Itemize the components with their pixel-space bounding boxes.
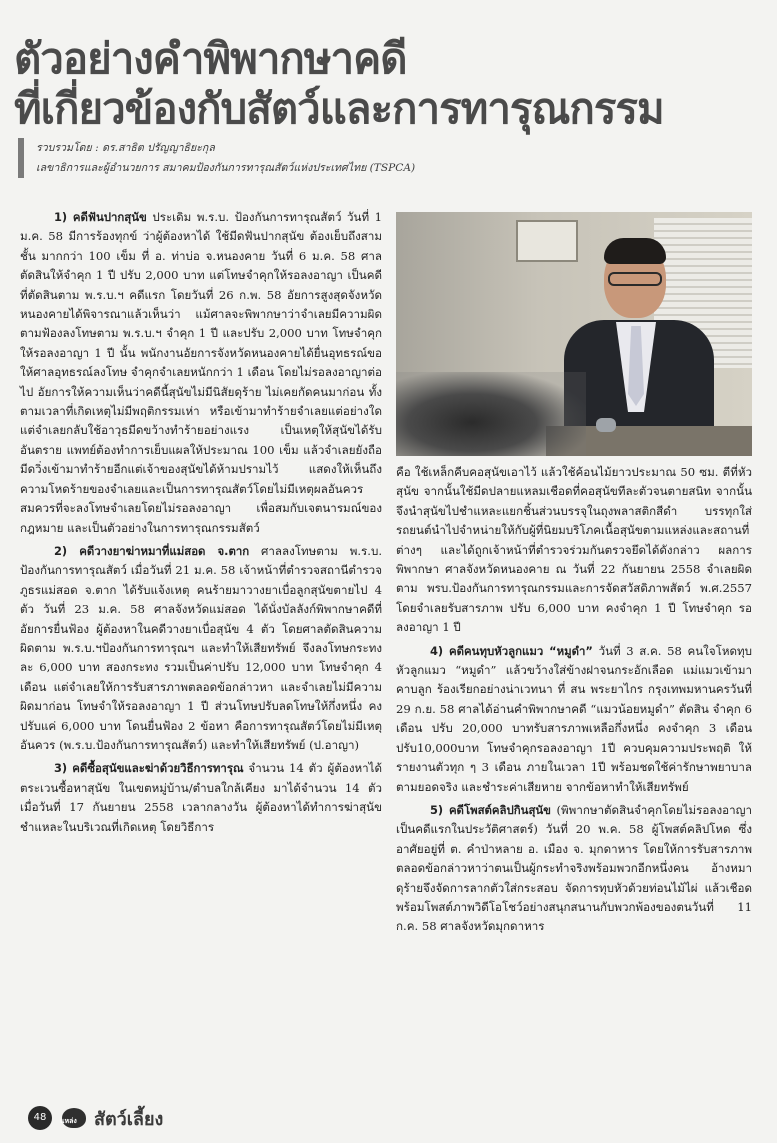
case-2-text: ศาลลงโทษตาม พ.ร.บ. ป้องกันการทารุณสัตว์ เมื่อวันที่ 21 ม.ค. 58 เจ้าหน้าที่ตำรวจสถานีตำรวจภูธรแม่สอด จ.ตาก ได้รับแจ้งเหตุ คนร้ายมาวางยาเบื่อลูกสุนัขตายไป 4 ตัว วันที่ 23 ม.ค. 58 ศาลจังหวัดแม่สอด ได้นั่งบัลลังก์พิพากษาคดีที่อัยการยื่นฟ้อง ผู้ต้องหาในคดีวางยาเบื่อสุนัข 4 ตัว โดยศาลตัดสินความผิดตาม พ.ร.บ.ฯป้องกันการทารุณฯ และทำให้เสียทรัพย์ จึงลงโทษกระทงละ 6,000 บาท สองกระทง รวมเป็นค่าปรับ 12,000 บาท โทษจำคุก 4 เดือน แต่จำเลยให้การรับสารภาพตลอดข้อกล่าวหา และจำเลยไม่มีความผิดมาก่อน โทษจำให้รอลงอาญา 1 ปี ส่วนโทษปรับลดโทษให้กึ่งหนึ่ง คงปรับแค่ 6,000 บาท โดนยื่นฟ้อง 2 ข้อหา คือการทารุณสัตว์โดยไม่มีเหตุอันควร (พ.ร.บ.ป้องกันการทารุณสัตว์) และทำให้เสียทรัพย์ (ป.อาญา) — [20, 543, 383, 752]
case-1-heading: 1) คดีฟันปากสุนัข — [54, 210, 147, 224]
speaker-figure — [564, 242, 714, 456]
case-1-text: ประเดิม พ.ร.บ. ป้องกันการทารุณสัตว์ วันที่ 1 ม.ค. 58 มีการร้องทุกข์ ว่าผู้ต้องหาได้ ใช้มีดฟันปากสุนัข ต้องเย็บถึงสามชั้น มากกว่า 100 เข็ม ที่ อ. ท่าบ่อ จ.หนองคาย วันที่ 6 ม.ค. 58 ศาลตัดสินให้จำคุก 1 ปี ปรับ 2,000 บาท แต่โทษจำคุกให้รอลงอาญา เป็นคดีที่ตัดสินตาม พ.ร.บ.ฯ คดีแรก โดยวันที่ 26 ก.พ. 58 อัยการสูงสุดจังหวัดหนองคายได้พิจารณาแล้วเห็นว่า แม้ศาลจะพิพากษาว่าจำเลยมีความผิดตามฟ้องลงโทษตาม พ.ร.บ.ฯ จำคุก 1 ปี และปรับ 2,000 บาท โทษจำคุกให้รอลงอาญา 1 ปี นั้น พนักงานอัยการจังหวัดหนองคายได้ยื่นอุทธรณ์ขอให้ศาลอุทธรณ์ลงโทษ จำคุกจำเลยหนักกว่า 1 เดือน โดยไม่รอลงอาญาต่อไป อัยการให้ความเห็นว่าคดีนี้สุนัขไม่มีนิสัยดุร้าย ไม่เคยกัดคนมาก่อน ทั้งตามเวลาที่เกิดเหตุไม่มีพฤติกรรมเห่า หรือเข้ามาทำร้ายจำเลยแต่อย่างใด แต่จำเลยกลับใช้อาวุธมีดขว้างทำร้ายอย่างแรง เป็นเหตุให้สุนัขได้รับอันตราย แพทย์ต้องทำการเย็บแผลให้ประมาณ 100 เข็ม แล้วจำเลยยังถือมีดวิ่งเข้ามาทำร้ายอีกแต่เจ้าของสุนัขได้ห้ามปรามไว้ แสดงให้เห็นถึงความโหดร้ายของจำเลยและเป็นการทารุณสัตว์โดยไม่มีเหตุผลอันควร สมควรที่จะลงโทษจำเลยโดยไม่รอลงอาญา เพื่อสมกับเจตนารมณ์ของกฎหมาย และเป็นตัวอย่างในการทารุณกรรมสัตว์ — [20, 210, 383, 535]
glasses-icon — [608, 272, 662, 286]
byline-compiled-by: รวบรวมโดย : ดร.สาธิต ปรัญญาธิยะกุล — [36, 142, 215, 154]
paw-logo-icon — [58, 1102, 92, 1132]
byline — [18, 138, 618, 178]
page-number: 48 — [28, 1106, 52, 1130]
left-column — [20, 208, 382, 841]
case-5-heading: 5) คดีโพสต์คลิปกินสุนัข — [430, 802, 551, 817]
case-4-paragraph — [396, 642, 752, 797]
right-column — [396, 463, 752, 941]
case-3-text: จำนวน 14 ตัว ผู้ต้องหาได้ตระเวนซื้อหาสุนัข ในเขตหมู่บ้าน/ตำบลใกล้เคียง มาได้จำนวน 14 ตัว เมื่อวันที่ 17 กันยายน 2558 เวลากลางวัน ผู้ต้องหาได้ทำการฆ่าสุนัขชำแหละในบริเวณที่เกิดเหตุ โดยวิธีการ — [20, 761, 382, 834]
byline-position: เลขาธิการและผู้อำนวยการ สมาคมป้องกันการทารุณสัตว์แห่งประเทศไทย (TSPCA) — [36, 162, 416, 174]
case-5-paragraph — [396, 801, 752, 937]
case-3-heading: 3) คดีซื้อสุนัขและฆ่าด้วยวิธีการทารุณ — [54, 761, 244, 776]
case-2-paragraph — [20, 542, 382, 755]
press-conference-photo — [396, 212, 752, 456]
case-5-text: (พิพากษาตัดสินจำคุกโดยไม่รอลงอาญา เป็นคดีแรกในประวัติศาสตร์) วันที่ 20 พ.ค. 58 ผู้โพสต์คลิปโหด ซึ่งอาศัยอยู่ที่ ต. คำป่าหลาย อ. เมือง จ. มุกดาหาร โดยให้การรับสารภาพตลอดข้อกล่าวหาว่าตนเป็นผู้กระทำจริงพร้อมพวกอีกหนึ่งคน อ้างหมาดุร้ายจึงจัดการลากตัวใส่กระสอบ จัดการทุบหัวด้วยท่อนไม้ไผ่ แล้วเชือด พร้อมโพสต์ภาพวิดีโอโชว์อย่างสนุกสนานกับพวกพ้องของตนวันที่ 11 ก.ค. 58 ศาลจังหวัดมุกดาหาร — [396, 802, 752, 934]
case-2-heading: 2) คดีวางยาฆ่าหมาที่แม่สอด จ.ตาก — [54, 543, 250, 558]
case-1-paragraph — [20, 208, 382, 538]
magazine-name: สัตว์เลี้ยง — [94, 1109, 164, 1130]
case-4-heading: 4) คดีคนทุบหัวลูกแมว “หมูดำ” — [430, 643, 593, 658]
title-line-1: ตัวอย่างคำพิพากษาคดี — [14, 34, 407, 83]
case-4-text: วันที่ 3 ส.ค. 58 คนใจโหดทุบหัวลูกแมว “หมูดำ” แล้วขว้างใส่ข้างฝาจนกระอักเลือด แม่แมวเข้ามาคาบลูก ร้องเรียกอย่างน่าเวทนา ที่ สน พระยาไกร กรุงเทพมหานครวันที่ 29 ก.ย. 58 ศาลได้อ่านคำพิพากษาคดี “แมวน้อยหมูดำ” ตัดสิน จำคุก 6 เดือน ปรับ 20,000 บาทรับสารภาพเหลือกึ่งหนึ่ง คงจำคุก 3 เดือน ปรับ10,000บาท โทษจำคุกรอลงอาญา 1ปี ควบคุมความประพฤติ ให้รายงานตัวทุก ๆ 3 เดือน ภายในเวลา 1ปี พร้อมชดใช้ค่ารักษาพยาบาล ตามยอดจริง และชำระค่าเสียหาย จากข้อหาทำให้เสียทรัพย์ — [396, 643, 753, 794]
article-title — [14, 34, 764, 134]
camera-foreground — [396, 372, 586, 456]
logo-small-text: แหล่ง — [60, 1117, 77, 1125]
title-line-2: ที่เกี่ยวข้องกับสัตว์และการทารุณกรรม — [14, 84, 664, 133]
case-3-paragraph — [20, 759, 382, 837]
case-3-continued: คือ ใช้เหล็กคีบคอสุนัขเอาไว้ แล้วใช้ค้อนไม้ยาวประมาณ 50 ซม. ตีที่หัวสุนัข จากนั้นใช้มีดปลายแหลมเชือดที่คอสุนัขทีละตัวจนตายสนิท จากนั้นจึงนำสุนัขไปชำแหละแยกชิ้นส่วนบรรจุในถุงพลาสติกสีดำ บรรทุกใส่รถยนต์นำไปจำหน่ายให้กับผู้ที่นิยมบริโภคเนื้อสุนัขตามแหล่งและสถานที่ต่างๆ และได้ถูกเจ้าหน้าที่ตำรวจร่วมกันตรวจยึดได้ดังกล่าว ผลการพิพากษา ศาลจังหวัดหนองคาย ณ วันที่ 22 กันยายน 2558 จำเลยผิดตาม พรบ.ป้องกันการทารุณกรรมและการจัดสวัสดิภาพสัตว์ พ.ศ.2557 โดยจำเลยรับสารภาพ ปรับ 6,000 บาท คงจำคุก 1 ปี โทษจำคุก รอลงอาญา 1 ปี — [396, 465, 752, 635]
microphone-icon — [596, 418, 616, 432]
page-footer — [28, 1102, 288, 1134]
